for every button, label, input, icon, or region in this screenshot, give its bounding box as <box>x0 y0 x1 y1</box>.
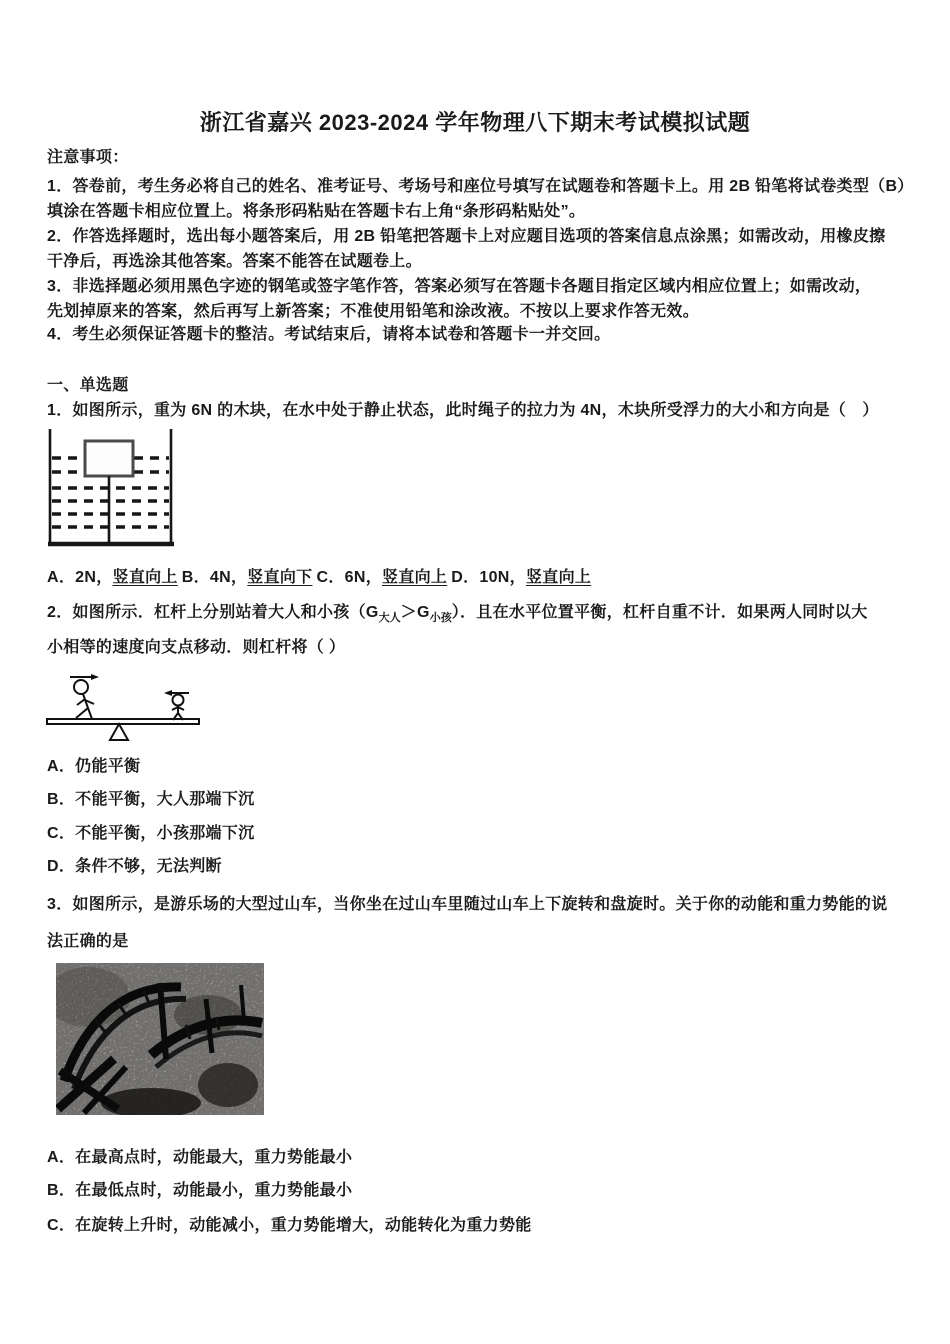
q1-option-c-underlined: 竖直向上 <box>382 569 448 586</box>
q1-option-b-underlined: 竖直向下 <box>247 569 313 586</box>
page-title: 浙江省嘉兴 2023-2024 学年物理八下期末考试模拟试题 <box>199 110 751 135</box>
seesaw-svg <box>46 673 202 745</box>
question-2-line-1 <box>47 603 868 628</box>
adult-arrow-right-icon <box>70 674 99 680</box>
q2-option-b: B．不能平衡，大人那端下沉 <box>47 791 255 808</box>
q2-option-c: C．不能平衡，小孩那端下沉 <box>47 825 255 842</box>
notice-line-3: 2．作答选择题时，选出每小题答案后，用 2B 铅笔把答题卡上对应题目选项的答案信息点涂黑；如需改动，用橡皮擦 <box>47 228 886 245</box>
q2-text-pre: 2．如图所示．杠杆上分别站着大人和小孩（G <box>47 604 379 621</box>
q1-option-c <box>317 568 447 588</box>
q2-text-mid: ＞G <box>400 604 430 621</box>
water-tank-figure <box>47 429 175 553</box>
q3-option-c: C．在旋转上升时，动能减小，重力势能增大，动能转化为重力势能 <box>47 1217 532 1234</box>
roller-coaster-photo <box>56 963 264 1120</box>
question-1-text: 1．如图所示，重为 6N 的木块，在水中处于静止状态，此时绳子的拉力为 4N，木块所受浮力的大小和方向是（ ） <box>47 402 879 419</box>
notice-line-4: 干净后，再选涂其他答案。答案不能答在试题卷上。 <box>47 253 422 270</box>
q2-text-post: ）．且在水平位置平衡，杠杆自重不计．如果两人同时以大 <box>451 604 868 621</box>
notice-line-5: 3．非选择题必须用黑色字迹的钢笔或签字笔作答，答案必须写在答题卡各题目指定区域内相应位置上；如需改动， <box>47 278 872 295</box>
q2-option-a: A．仍能平衡 <box>47 758 141 775</box>
q1-option-d-underlined: 竖直向上 <box>525 569 592 586</box>
q1-option-b-prefix: B．4N， <box>181 569 248 586</box>
notice-heading: 注意事项： <box>47 149 129 166</box>
question-1-options-row <box>47 568 591 588</box>
notice-line-2: 填涂在答题卡相应位置上。将条形码粘贴在答题卡右上角“条形码粘贴处”。 <box>47 203 586 220</box>
q3-option-b: B．在最低点时，动能最小，重力势能最小 <box>47 1182 353 1199</box>
notice-line-1: 1．答卷前，考生务必将自己的姓名、准考证号、考场号和座位号填写在试题卷和答题卡上。用 2B 铅笔将试卷类型（B） <box>47 178 914 195</box>
roller-coaster-svg <box>56 963 264 1115</box>
q1-option-d-prefix: D．10N， <box>451 569 526 586</box>
water-tank-svg <box>47 429 175 548</box>
child-stick-figure <box>172 695 184 721</box>
floating-block <box>85 441 133 476</box>
q1-option-d <box>451 568 591 588</box>
q2-subscript-adult: 大人 <box>378 612 401 624</box>
section-heading: 一、单选题 <box>47 377 129 394</box>
photo-grain-overlay <box>56 963 264 1115</box>
seesaw-figure <box>46 673 202 750</box>
question-2-line-2: 小相等的速度向支点移动．则杠杆将（ ） <box>47 639 346 656</box>
question-3-line-1: 3．如图所示，是游乐场的大型过山车，当你坐在过山车里随过山车上下旋转和盘旋时。关于你的动能和重力势能的说 <box>47 896 888 913</box>
q2-subscript-child: 小孩 <box>429 612 452 624</box>
question-3-line-2: 法正确的是 <box>47 933 129 950</box>
fulcrum-triangle <box>110 724 128 740</box>
q1-option-a-underlined: 竖直向上 <box>112 569 178 586</box>
notice-line-6: 先划掉原来的答案，然后再写上新答案；不准使用铅笔和涂改液。不按以上要求作答无效。 <box>47 303 700 320</box>
q1-option-b <box>182 568 312 588</box>
adult-stick-figure <box>74 680 94 719</box>
q2-option-d: D．条件不够，无法判断 <box>47 858 222 875</box>
notice-line-7: 4．考生必须保证答题卡的整洁。考试结束后，请将本试卷和答题卡一并交回。 <box>47 326 611 343</box>
q1-option-c-prefix: C．6N， <box>316 569 383 586</box>
q1-option-a-prefix: A．2N， <box>47 569 113 586</box>
q3-option-a: A．在最高点时，动能最大，重力势能最小 <box>47 1149 353 1166</box>
lever-bar <box>47 719 199 724</box>
q1-option-a <box>47 568 177 588</box>
